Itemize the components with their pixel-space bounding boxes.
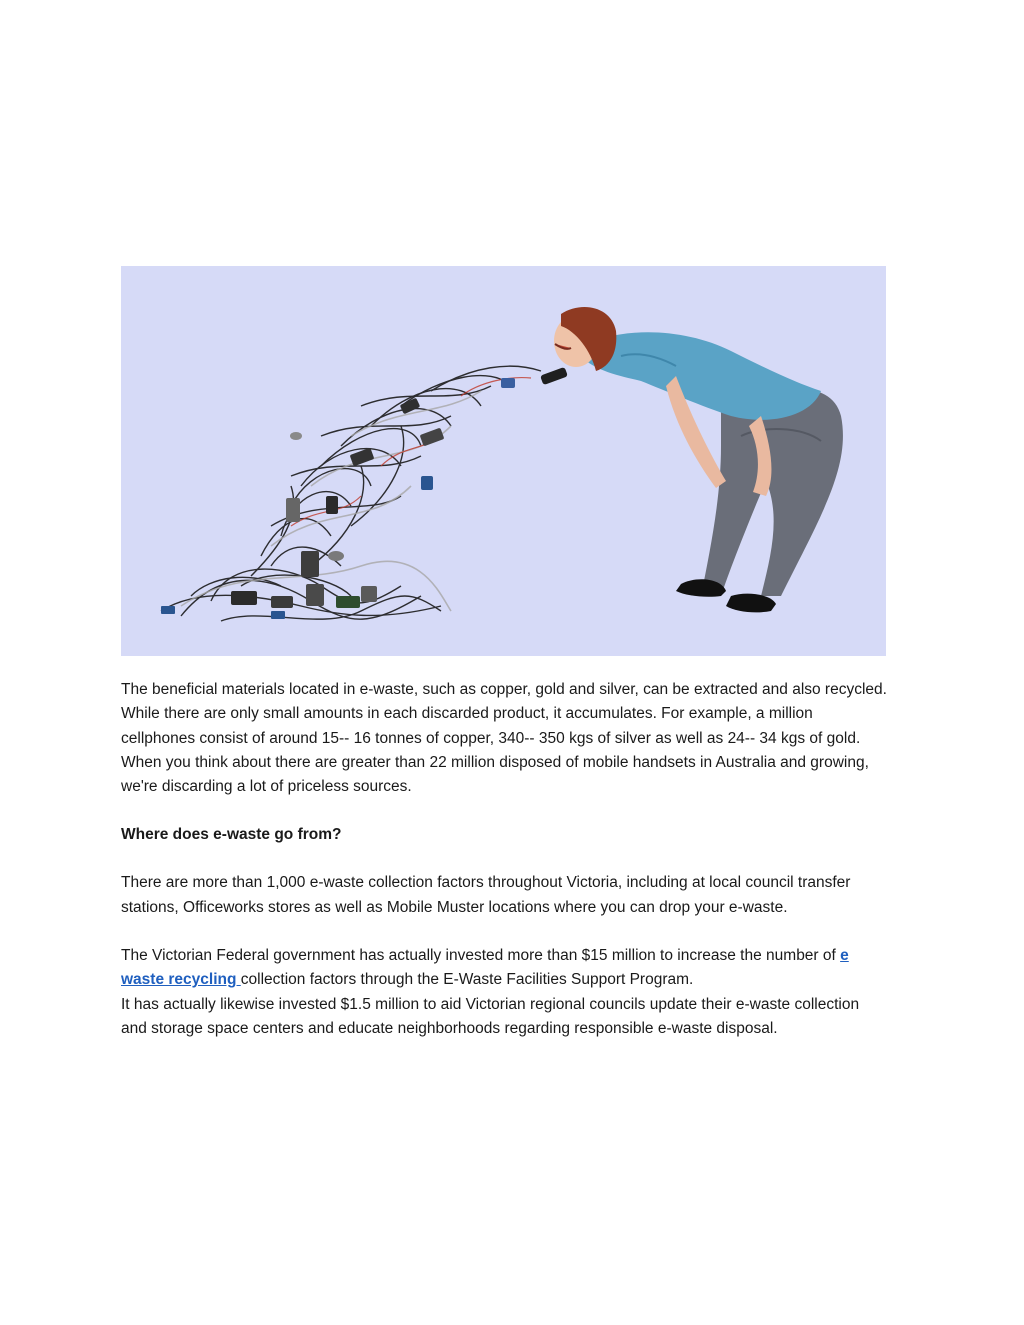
paragraph-collection-points: There are more than 1,000 e-waste collection factors throughout Victoria, including at local council transfer stations, Officeworks stores as well as Mobile Muster locations where you can drop your e-waste. xyxy=(121,874,851,916)
article-body xyxy=(121,678,889,1065)
e-waste-illustration xyxy=(121,266,886,656)
paragraph-text-before-link: The Victorian Federal government has actually invested more than $15 million to increase the number of xyxy=(121,947,841,965)
paragraph-text-after-link: collection factors through the E-Waste Facilities Support Program. xyxy=(240,971,694,989)
e-waste-recycling-link[interactable]: e waste recycling xyxy=(121,947,849,989)
section-heading: Where does e-waste go from? xyxy=(121,826,342,844)
hero-image xyxy=(121,266,886,656)
paragraph-government-investment xyxy=(121,944,889,993)
paragraph-regional-councils: It has actually likewise invested $1.5 million to aid Victorian regional councils update their e-waste collection and storage space centers and educate neighborhoods regarding responsible e-waste disposal. xyxy=(121,995,860,1037)
paragraph-materials: The beneficial materials located in e-waste, such as copper, gold and silver, can be extracted and also recycled. While there are only small amounts in each discarded product, it accumulates. For example, a million cellphones consist of around 15-- 16 tonnes of copper, 340-- 350 kgs of silver as well as 24-- 34 kgs of gold. When you think about there are greater than 22 million disposed of mobile handsets in Australia and growing, we're discarding a lot of priceless sources. xyxy=(121,681,887,796)
